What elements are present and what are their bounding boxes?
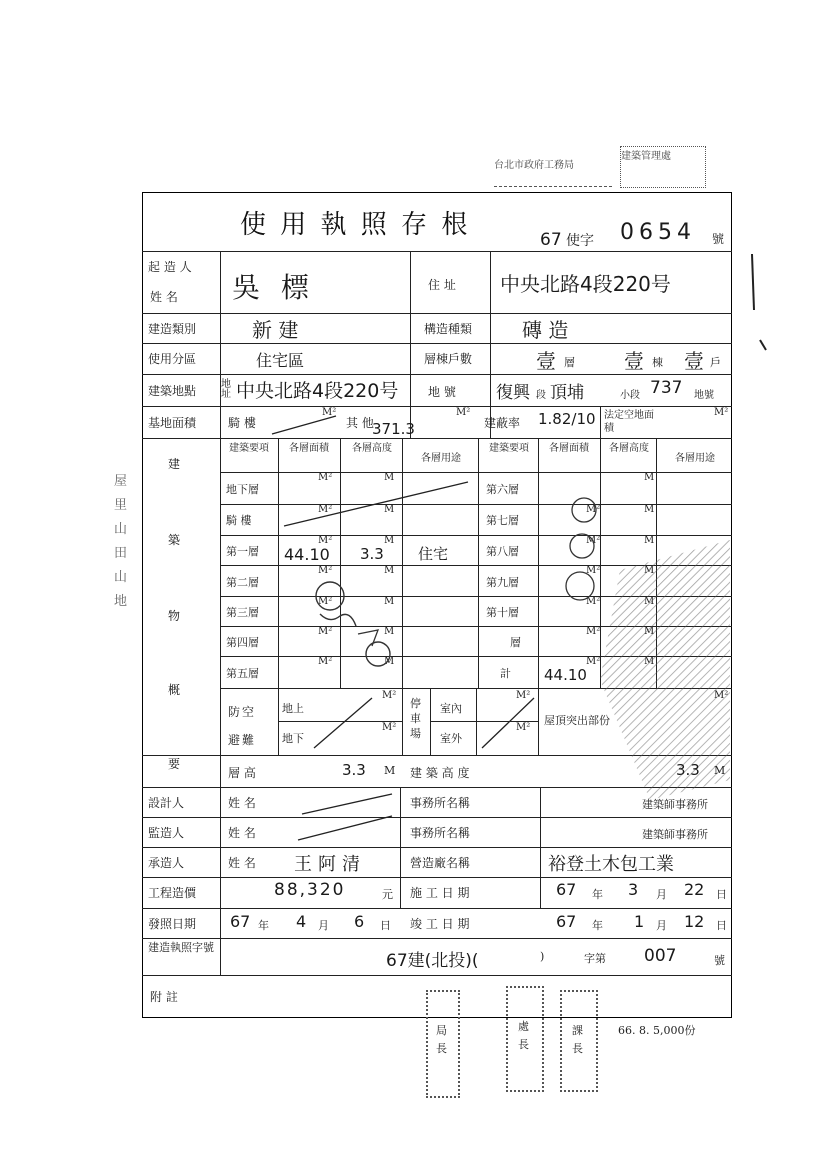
site-address: 中央北路4段220号 — [236, 380, 399, 402]
zoning-value: 住宅區 — [256, 351, 305, 370]
unit-height: M — [384, 656, 395, 667]
right-margin-marks — [744, 250, 774, 370]
site-section: 復興 — [496, 383, 530, 403]
shelter-below: 地下 — [282, 732, 304, 745]
floors-unit: 層 — [564, 356, 575, 369]
unit-height: M — [384, 626, 395, 637]
site-subsection: 頂埔 — [550, 383, 584, 403]
unit-height: M — [384, 565, 395, 576]
contractor-firm: 裕登土木包工業 — [548, 854, 674, 875]
row-left-name: 騎 樓 — [226, 514, 252, 527]
parking-indoor-unit: M² — [516, 690, 531, 701]
units-unit: 戶 — [710, 356, 721, 369]
site-prefix: 地址 — [221, 379, 231, 400]
site-label: 建築地點 — [148, 384, 197, 398]
start-month-unit: 月 — [656, 888, 667, 901]
story-height-value: 3.3 — [342, 761, 366, 779]
start-day: 22 — [684, 880, 705, 899]
start-day-unit: 日 — [716, 888, 727, 901]
unit-area: M² — [318, 626, 333, 637]
stub-series: 使字 — [566, 233, 594, 249]
row-right-name: 第六層 — [486, 483, 519, 496]
completion-month-unit: 月 — [656, 919, 667, 932]
floor1-height: 3.3 — [360, 545, 384, 563]
contractor-label: 承造人 — [148, 856, 185, 870]
floors-count: 壹 — [536, 349, 556, 373]
shelter-above: 地上 — [282, 702, 304, 715]
overview-char-3: 物 — [168, 609, 181, 623]
row-left-name: 地下層 — [226, 483, 259, 496]
start-month: 3 — [628, 880, 639, 899]
unit-height: M — [384, 596, 395, 607]
issue-year-unit: 年 — [258, 919, 269, 932]
start-label: 施 工 日 期 — [410, 886, 470, 900]
row-right-name: 計 — [500, 667, 511, 680]
smudge-stamp-overlay — [560, 480, 732, 810]
legal-label: 法定空地面積 — [604, 410, 654, 434]
stamp-director-text: 局長 — [436, 1024, 447, 1055]
unit-area: M² — [318, 596, 333, 607]
permit-word: 字第 — [584, 952, 606, 965]
completion-day: 12 — [684, 912, 705, 931]
row-right-name: 第十層 — [486, 606, 519, 619]
header-stamp-left-text: 台北市政府工務局 — [494, 160, 574, 171]
site-subsection-unit: 小段 — [620, 390, 640, 401]
unit-height: M — [644, 472, 655, 483]
stub-number: 0654 — [620, 220, 696, 245]
start-year: 67 — [556, 880, 577, 899]
unit-area: M² — [318, 565, 333, 576]
designer-office-label: 事務所名稱 — [410, 796, 471, 810]
unit-area: M² — [586, 535, 601, 546]
start-year-unit: 年 — [592, 888, 603, 901]
permit-label: 建造執照字號 — [148, 941, 214, 954]
unit-area: M² — [318, 656, 333, 667]
issue-label: 發照日期 — [148, 917, 197, 931]
arcade-unit: M² — [322, 407, 337, 418]
unit-area: M² — [586, 596, 601, 607]
other-label: 其 他 — [346, 416, 374, 430]
other-unit: M² — [456, 407, 471, 418]
row-left-name: 第一層 — [226, 545, 259, 558]
row-right-name: 第七層 — [486, 514, 519, 527]
completion-month: 1 — [634, 912, 645, 931]
unit-area: M² — [318, 535, 333, 546]
building-height-label: 建 築 高 度 — [410, 766, 470, 780]
legal-unit: M² — [714, 407, 729, 418]
note-label: 附 註 — [150, 990, 178, 1004]
parking-label: 停車場 — [410, 697, 421, 740]
cost-unit: 元 — [382, 888, 393, 901]
shelter-above-unit: M² — [382, 690, 397, 701]
other-value: 371.3 — [372, 420, 415, 438]
parking-outdoor: 室外 — [440, 732, 462, 745]
stamp-division — [506, 986, 544, 1092]
stub-year: 67 — [540, 230, 562, 250]
permit-number: 007 — [644, 946, 677, 966]
completion-year-unit: 年 — [592, 919, 603, 932]
hdr-left-area: 各層面積 — [289, 443, 329, 454]
unit-area: M² — [586, 565, 601, 576]
total-area: 44.10 — [544, 666, 587, 684]
floor1-use: 住宅 — [418, 545, 449, 563]
owner-address: 中央北路4段220号 — [500, 272, 671, 296]
category-label: 建造類別 — [148, 322, 197, 336]
unit-height: M — [644, 535, 655, 546]
supervisor-name-label: 姓 名 — [228, 826, 256, 840]
supervisor-label: 監造人 — [148, 826, 185, 840]
building-height-value: 3.3 — [676, 761, 700, 779]
designer-office-suffix: 建築師事務所 — [642, 798, 708, 811]
unit-area: M² — [586, 626, 601, 637]
unit-height: M — [384, 535, 395, 546]
issue-day: 6 — [354, 912, 365, 931]
owner-address-label: 住 址 — [428, 278, 456, 292]
hdr-right-item: 建築要項 — [489, 443, 529, 454]
issue-year: 67 — [230, 912, 251, 931]
unit-height: M — [644, 504, 655, 515]
designer-label: 設計人 — [148, 796, 185, 810]
row-right-name: 層 — [510, 636, 521, 649]
site-lot: 737 — [650, 378, 683, 398]
hdr-left-item: 建築要項 — [229, 443, 269, 454]
hdr-left-height: 各層高度 — [352, 443, 392, 454]
approval-seal-mark — [300, 574, 410, 684]
hdr-right-area: 各層面積 — [549, 443, 589, 454]
hdr-left-use: 各層用途 — [421, 453, 461, 464]
supervisor-office-label: 事務所名稱 — [410, 826, 471, 840]
cost-label: 工程造價 — [148, 886, 197, 900]
permit-paren: ) — [540, 950, 545, 963]
completion-label: 竣 工 日 期 — [410, 917, 470, 931]
story-height-label: 層 高 — [228, 766, 256, 780]
units-count: 壹 — [684, 349, 704, 373]
category-value: 新 建 — [252, 318, 299, 342]
zoning-label: 使用分區 — [148, 352, 197, 366]
arcade-strike — [270, 410, 340, 438]
unit-height: M — [384, 504, 395, 515]
footer-print: 66. 8. 5,000份 — [618, 1024, 696, 1037]
arcade-label: 騎 樓 — [228, 416, 256, 430]
contractor-name-label: 姓 名 — [228, 856, 256, 870]
coverage-label: 建蔽率 — [484, 416, 521, 430]
area-label: 基地面積 — [148, 416, 197, 430]
supervisor-office-suffix: 建築師事務所 — [642, 828, 708, 841]
unit-area: M² — [318, 472, 333, 483]
unit-area: M² — [586, 656, 601, 667]
owner-name: 吳 標 — [232, 271, 315, 304]
lot-label: 地 號 — [428, 385, 456, 399]
overview-char-4: 概 — [168, 683, 181, 697]
hdr-right-use: 各層用途 — [675, 453, 715, 464]
stamp-section-text: 課長 — [572, 1024, 583, 1055]
site-section-unit: 段 — [536, 390, 546, 401]
header-stamp-left — [494, 156, 612, 187]
permit-value: 67建(北投)( — [386, 951, 479, 971]
stamp-director — [426, 990, 460, 1098]
side-stamp: 屋里山田山地 — [114, 474, 128, 609]
site-lot-unit: 地號 — [694, 390, 714, 401]
row-left-name: 第五層 — [226, 667, 259, 680]
unit-area: M² — [586, 504, 601, 515]
unit-height: M — [384, 472, 395, 483]
row-right-name: 第八層 — [486, 545, 519, 558]
overview-char-2: 築 — [168, 533, 181, 547]
stamp-section — [560, 990, 598, 1092]
form-title: 使 用 執 照 存 根 — [240, 210, 471, 240]
contractor-firm-label: 營造廠名稱 — [410, 856, 471, 870]
buildings-count: 壹 — [624, 349, 644, 373]
building-height-unit: M — [714, 764, 726, 777]
row-right-name: 第九層 — [486, 576, 519, 589]
owner-label-top: 起 造 人 — [148, 260, 192, 274]
owner-label-bottom: 姓 名 — [150, 290, 178, 304]
shelter-label: 防空避難 — [228, 705, 257, 747]
issue-day-unit: 日 — [380, 919, 391, 932]
stub-number-suffix: 號 — [712, 232, 725, 246]
permit-suffix: 號 — [714, 954, 725, 967]
completion-day-unit: 日 — [716, 919, 727, 932]
stamp-division-text: 處長 — [518, 1020, 529, 1051]
designer-name-label: 姓 名 — [228, 796, 256, 810]
shelter-below-unit: M² — [382, 722, 397, 733]
row-left-name: 第四層 — [226, 636, 259, 649]
parking-strike — [478, 692, 538, 752]
rooftop-unit: M² — [714, 690, 729, 701]
parking-indoor: 室內 — [440, 702, 462, 715]
issue-month: 4 — [296, 912, 307, 931]
header-stamp-right-text: 建築管理處 — [621, 151, 671, 162]
table-strike-lines — [278, 472, 478, 532]
story-height-unit: M — [384, 764, 396, 777]
contractor-name: 王阿清 — [294, 854, 366, 875]
header-stamp-right — [620, 146, 706, 188]
overview-char-1: 建 — [168, 457, 181, 471]
structure-label: 構造種類 — [424, 322, 473, 336]
parking-outdoor-unit: M² — [516, 722, 531, 733]
floor1-area: 44.10 — [284, 545, 330, 564]
structure-value: 磚 造 — [522, 318, 569, 342]
hdr-right-height: 各層高度 — [609, 443, 649, 454]
count-label: 層棟戶數 — [424, 352, 473, 366]
unit-area: M² — [318, 504, 333, 515]
rooftop-label: 屋頂突出部份 — [544, 714, 610, 727]
cost-value: 88,320 — [274, 880, 346, 900]
completion-year: 67 — [556, 912, 577, 931]
issue-month-unit: 月 — [318, 919, 329, 932]
row-left-name: 第二層 — [226, 576, 259, 589]
shelter-strike — [310, 692, 400, 752]
supervisor-strike — [296, 812, 396, 842]
overview-char-5: 要 — [168, 757, 181, 771]
coverage-value: 1.82/10 — [538, 410, 596, 428]
buildings-unit: 棟 — [652, 356, 663, 369]
row-left-name: 第三層 — [226, 606, 259, 619]
